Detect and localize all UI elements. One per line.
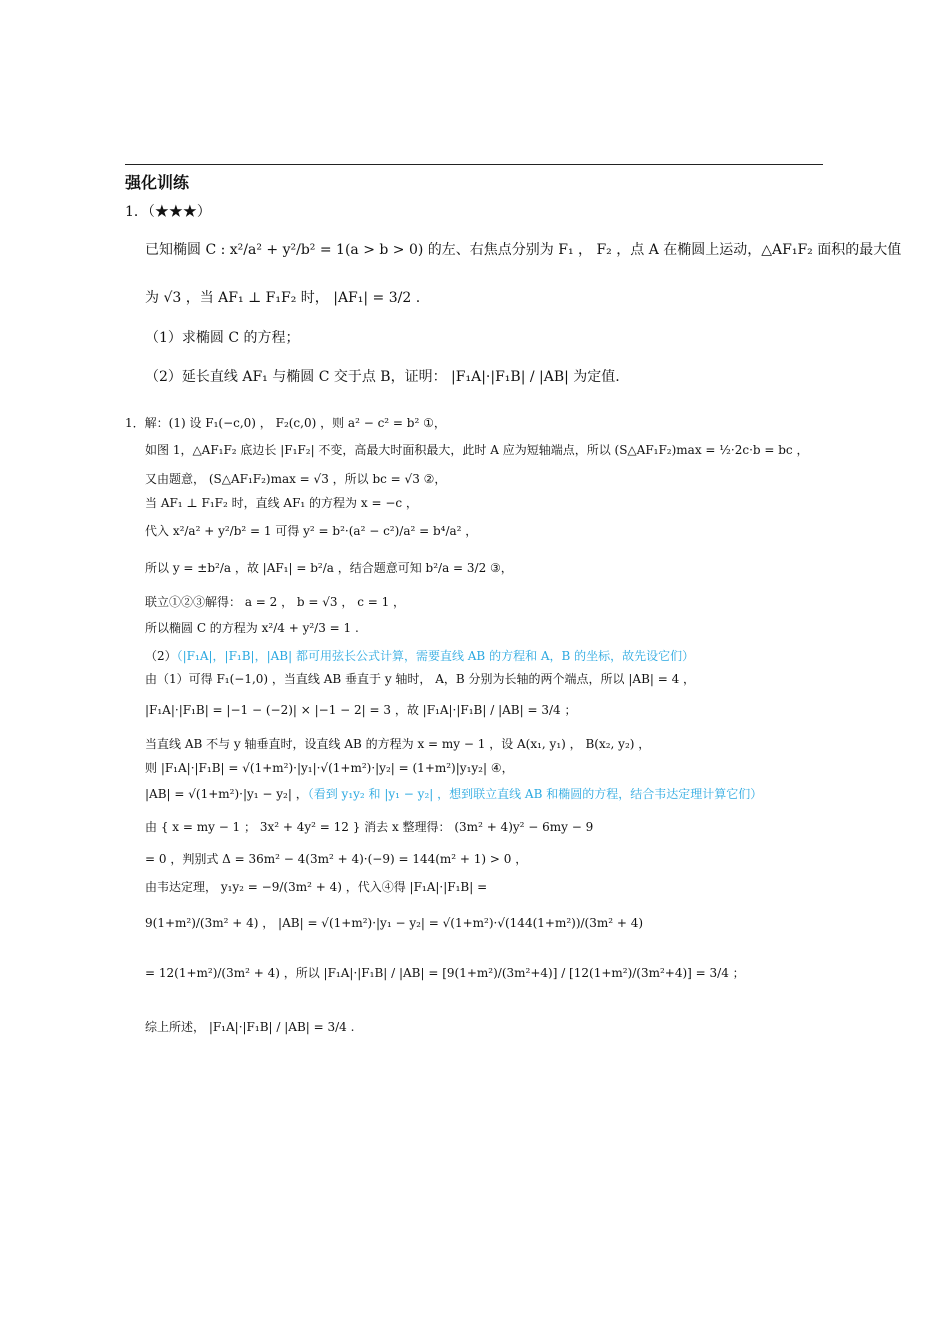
solution-line: 如图 1，△AF₁F₂ 底边长 |F₁F₂| 不变，高最大时面积最大，此时 A 应为短轴端点，所以 (S△AF₁F₂)max = ½·2c·b = bc ， xyxy=(145,443,809,457)
top-rule xyxy=(125,164,823,165)
solution-line: 当直线 AB 不与 y 轴垂直时，设直线 AB 的方程为 x = my − 1 ，设 A(x₁, y₁) ， B(x₂, y₂) ， xyxy=(145,737,651,751)
solution-line: 当 AF₁ ⊥ F₁F₂ 时，直线 AF₁ 的方程为 x = −c ， xyxy=(145,496,418,510)
problem-part2: （2）延长直线 AF₁ 与椭圆 C 交于点 B，证明： |F₁A|·|F₁B| / |AB| 为定值. xyxy=(145,369,620,385)
solution-line: 又由题意， (S△AF₁F₂)max = √3 ，所以 bc = √3 ②， xyxy=(145,472,447,486)
solution-line: 联立①②③解得： a = 2 ， b = √3 ， c = 1 ， xyxy=(145,595,406,609)
solution-line: 则 |F₁A|·|F₁B| = √(1+m²)·|y₁|·√(1+m²)·|y₂| = (1+m²)|y₁y₂| ④， xyxy=(145,761,514,775)
problem-part1: （1）求椭圆 C 的方程； xyxy=(145,330,300,346)
solution-line: 综上所述， |F₁A|·|F₁B| / |AB| = 3/4 . xyxy=(145,1020,355,1034)
solution-line: |F₁A|·|F₁B| = |−1 − (−2)| × |−1 − 2| = 3 ，故 |F₁A|·|F₁B| / |AB| = 3/4 ； xyxy=(145,703,577,717)
solution-line: 由 { x = my − 1 ； 3x² + 4y² = 12 } 消去 x 整理得： (3m² + 4)y² − 6my − 9 xyxy=(145,820,594,834)
hint-text: （|F₁A|，|F₁B|，|AB| 都可用弦长公式计算，需要直线 AB 的方程和 A，B 的坐标，故先设它们） xyxy=(176,649,695,663)
solution-line: = 0 ，判别式 Δ = 36m² − 4(3m² + 4)·(−9) = 144(m² + 1) > 0 ， xyxy=(145,852,528,866)
problem-number: 1．（★★★） xyxy=(125,204,211,220)
solution-line: 1．解：(1) 设 F₁(−c,0) ， F₂(c,0) ，则 a² − c² = b² ①， xyxy=(125,416,446,430)
ab-length-formula: |AB| = √(1+m²)·|y₁ − y₂| ， xyxy=(145,787,308,801)
problem-statement-line1: 已知椭圆 C : x²/a² + y²/b² = 1(a > b > 0) 的左、右焦点分别为 F₁ ， F₂ ，点 A 在椭圆上运动，△AF₁F₂ 面积的最大值 xyxy=(145,242,902,258)
solution-line: 所以椭圆 C 的方程为 x²/4 + y²/3 = 1 . xyxy=(145,621,359,635)
solution-line: 代入 x²/a² + y²/b² = 1 可得 y² = b²·(a² − c²)/a² = b⁴/a² ， xyxy=(145,524,478,538)
solution-line: 由（1）可得 F₁(−1,0) ，当直线 AB 垂直于 y 轴时， A，B 分别为长轴的两个端点，所以 |AB| = 4 ， xyxy=(145,672,696,686)
hint-text: （看到 y₁y₂ 和 |y₁ − y₂| ，想到联立直线 AB 和椭圆的方程，结合韦达定理计算它们） xyxy=(307,787,763,801)
solution-part2-label: （2） xyxy=(145,649,177,663)
section-title: 强化训练 xyxy=(125,173,190,192)
solution-line: 所以 y = ±b²/a ，故 |AF₁| = b²/a ，结合题意可知 b²/a = 3/2 ③， xyxy=(145,561,513,575)
solution-line xyxy=(145,785,762,802)
solution-line: 由韦达定理， y₁y₂ = −9/(3m² + 4) ，代入④得 |F₁A|·|F₁B| = xyxy=(145,880,488,894)
solution-line xyxy=(145,647,694,664)
problem-statement-line2: 为 √3 ，当 AF₁ ⊥ F₁F₂ 时， |AF₁| = 3/2 . xyxy=(145,290,421,306)
solution-line: 9(1+m²)/(3m² + 4) ， |AB| = √(1+m²)·|y₁ − y₂| = √(1+m²)·√(144(1+m²))/(3m² + 4) xyxy=(145,916,644,930)
solution-line: = 12(1+m²)/(3m² + 4) ，所以 |F₁A|·|F₁B| / |AB| = [9(1+m²)/(3m²+4)] / [12(1+m²)/(3m²+4)] = 3/4 ； xyxy=(145,966,745,980)
